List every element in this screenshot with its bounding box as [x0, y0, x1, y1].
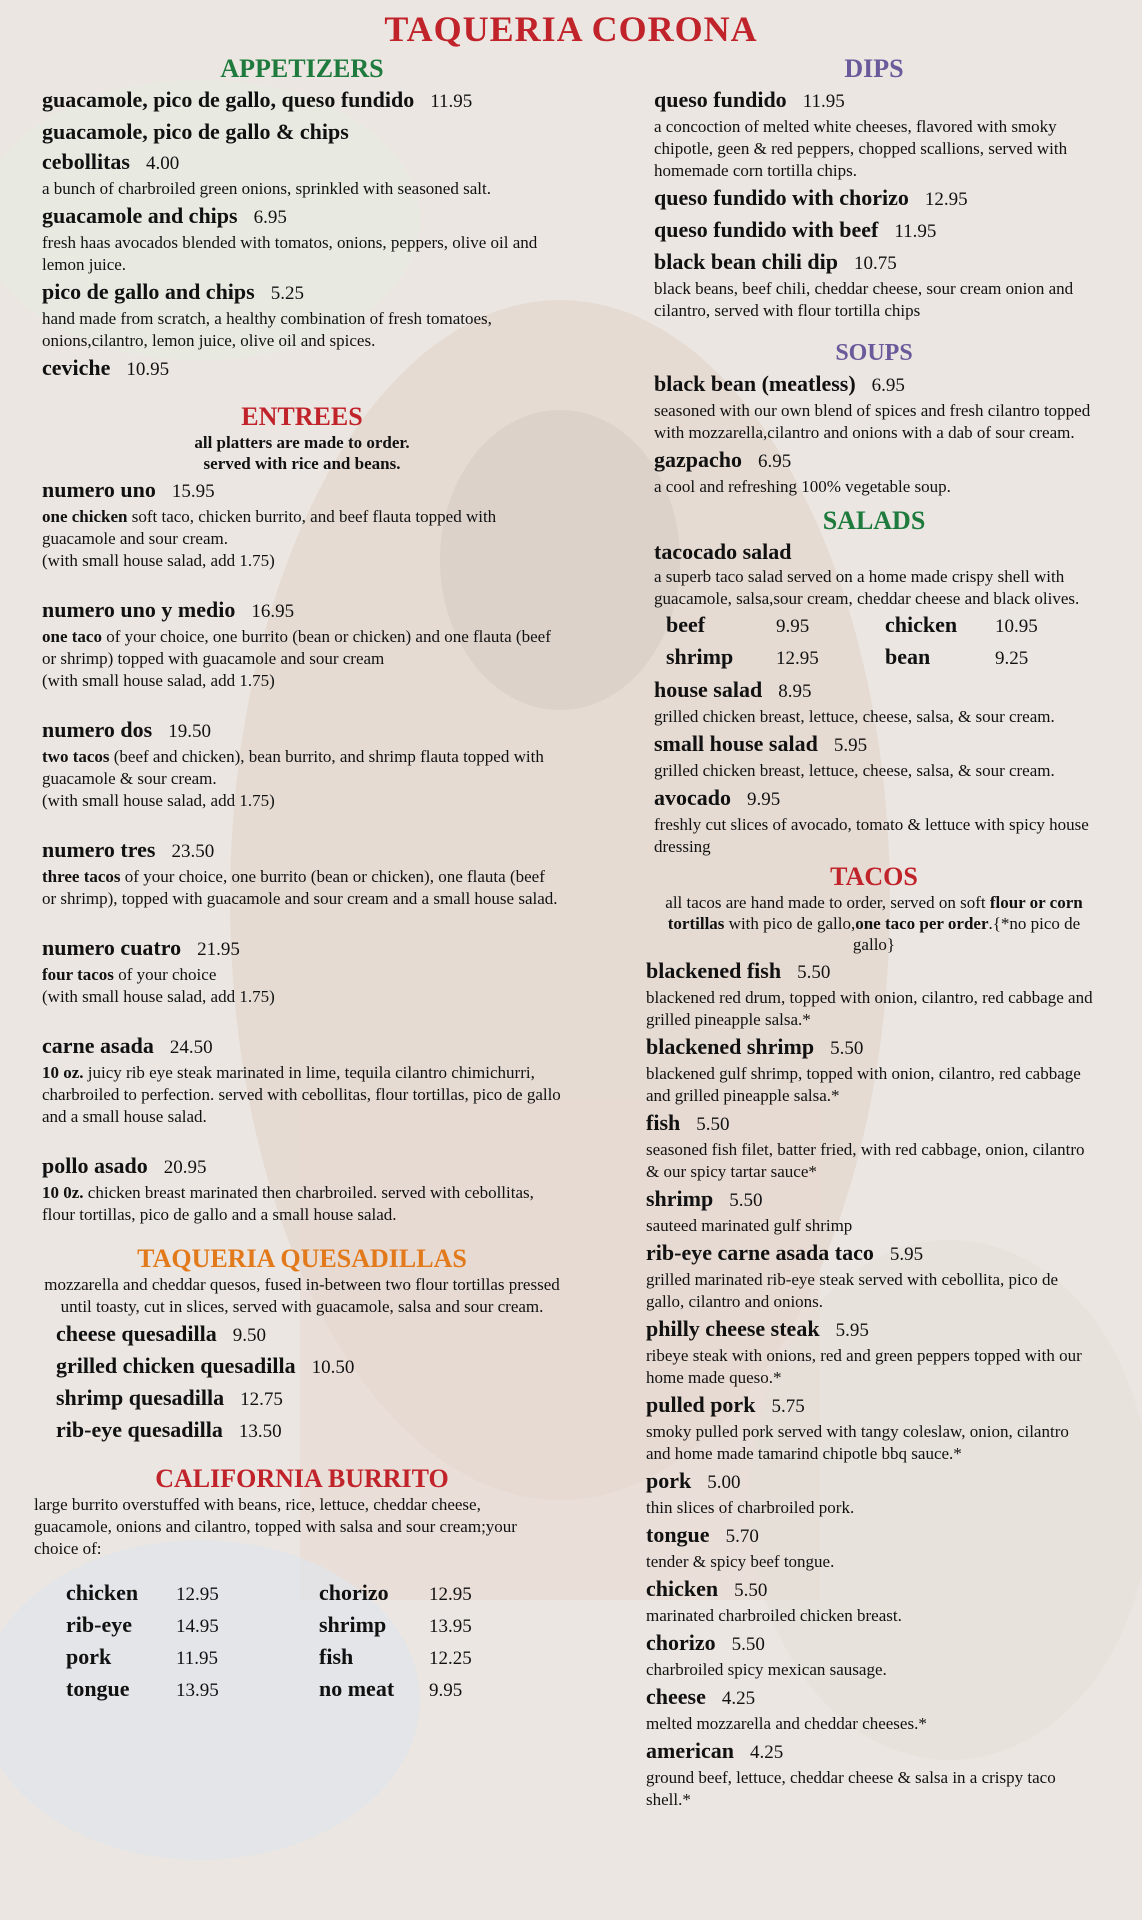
item-price: 5.95: [833, 735, 868, 756]
item-heading: [42, 148, 562, 178]
item-description: blackened red drum, topped with onion, cilantro, red cabbage and grilled pineapple salsa.*: [646, 988, 1093, 1029]
item-lead: three tacos: [42, 867, 121, 886]
menu-item: [42, 278, 562, 352]
item-description: a concoction of melted white cheeses, flavored with smoky chipotle, geen & red peppers, chopped scallions, served with homemade corn tortilla chips.: [654, 117, 1068, 180]
item-name: avocado: [654, 785, 731, 810]
entrees-heading: ENTREES: [241, 402, 363, 431]
menu-item: [646, 1391, 1094, 1465]
menu-item: [654, 86, 1094, 182]
item-name: shrimp quesadilla: [56, 1385, 225, 1410]
item-price: 12.95: [924, 189, 968, 210]
item-description: [42, 746, 562, 790]
option-name: chorizo: [319, 1580, 389, 1605]
menu-item: [42, 202, 562, 276]
item-description: [42, 626, 562, 670]
item-description: grilled chicken breast, lettuce, cheese, salsa, & sour cream.: [654, 761, 1055, 780]
item-heading: [646, 1629, 1094, 1659]
item-heading: [42, 836, 562, 866]
item-extra: (with small house salad, add 1.75): [42, 791, 275, 810]
item-heading: [646, 1737, 1094, 1767]
item-name: rib-eye carne asada taco: [646, 1240, 874, 1265]
menu-item: [654, 446, 1094, 498]
item-price: 4.00: [146, 153, 180, 174]
item-extra: (with small house salad, add 1.75): [42, 987, 275, 1006]
item-heading: [42, 202, 562, 232]
item-description: a cool and refreshing 100% vegetable soup.: [654, 477, 951, 496]
option-item: [319, 1578, 562, 1610]
item-name: pork: [646, 1468, 692, 1493]
item-description: seasoned fish filet, batter fried, with red cabbage, onion, cilantro & our spicy tartar sauce*: [646, 1140, 1085, 1181]
item-name: pico de gallo and chips: [42, 279, 255, 304]
item-description: [42, 866, 562, 910]
item-price: 10.95: [126, 359, 170, 380]
item-name: fish: [646, 1110, 681, 1135]
item-description: melted mozzarella and cheddar cheeses.*: [646, 1714, 927, 1733]
appetizers-heading: APPETIZERS: [220, 54, 384, 83]
item-price: 4.25: [721, 1688, 756, 1709]
menu-item: [646, 1239, 1094, 1313]
item-heading: [654, 86, 1094, 116]
option-name: bean: [885, 644, 931, 669]
menu-item: [646, 1467, 1094, 1519]
item-name: numero dos: [42, 717, 153, 742]
item-name: guacamole, pico de gallo, queso fundido: [42, 87, 415, 112]
item-name: american: [646, 1738, 734, 1763]
item-price: 12.75: [240, 1389, 283, 1410]
item-price: 16.95: [251, 601, 295, 622]
spacer: [42, 1008, 562, 1030]
item-name: gazpacho: [654, 447, 742, 472]
tacos-note: all tacos are hand made to order, served on soft flour or corn tortillas with pico de gallo,one taco per order.{*no pico de gallo}: [665, 893, 1083, 954]
item-price: 5.50: [729, 1190, 763, 1211]
item-description: [42, 1182, 562, 1226]
option-item: [66, 1578, 309, 1610]
item-name: black bean (meatless): [654, 371, 856, 396]
item-name: queso fundido: [654, 87, 787, 112]
item-description: [42, 506, 562, 550]
menu-item: [42, 148, 562, 200]
spacer: [42, 692, 562, 714]
item-description-text: soft taco, chicken burrito, and beef flauta topped with guacamole and sour cream.: [42, 507, 497, 548]
item-description-text: of your choice, one burrito (bean or chicken), one flauta (beef or shrimp), topped with guacamole and sour cream and a small house salad.: [42, 867, 558, 908]
item-name: guacamole and chips: [42, 203, 238, 228]
item-heading: [654, 216, 1094, 246]
item-heading: [654, 370, 1094, 400]
menu-item: [646, 957, 1094, 1031]
item-description: freshly cut slices of avocado, tomato & lettuce with spicy house dressing: [654, 815, 1089, 856]
item-name: chicken: [646, 1576, 719, 1601]
item-description: black beans, beef chili, cheddar cheese, sour cream onion and cilantro, served with flour tortilla chips: [654, 279, 1074, 320]
item-heading: [654, 784, 1094, 814]
item-name: cheese: [646, 1684, 706, 1709]
menu-item: [42, 476, 562, 572]
spacer: [42, 812, 562, 834]
option-name: rib-eye: [66, 1612, 132, 1637]
item-description: a bunch of charbroiled green onions, sprinkled with seasoned salt.: [42, 179, 491, 198]
item-heading: [42, 1032, 562, 1062]
item-heading: [42, 1152, 562, 1182]
item-name: numero tres: [42, 837, 156, 862]
quesadillas-heading: TAQUERIA QUESADILLAS: [137, 1244, 467, 1273]
spacer: [42, 910, 562, 932]
menu-item: [654, 184, 1094, 214]
item-price: 5.50: [797, 962, 831, 983]
item-heading: [646, 1391, 1094, 1421]
menu-item: [646, 1629, 1094, 1681]
option-item: [885, 610, 1094, 642]
item-price: 5.50: [830, 1038, 864, 1059]
item-price: 9.50: [232, 1325, 266, 1346]
item-name: small house salad: [654, 731, 818, 756]
appetizers-list: [42, 86, 562, 384]
item-name: tongue: [646, 1522, 710, 1547]
option-name: chicken: [885, 612, 958, 637]
item-name: numero uno: [42, 477, 156, 502]
item-heading: [56, 1352, 562, 1382]
item-name: grilled chicken quesadilla: [56, 1353, 296, 1378]
option-name: beef: [666, 612, 706, 637]
entrees-note: served with rice and beans.: [203, 454, 401, 473]
option-item: [66, 1642, 309, 1674]
item-description: fresh haas avocados blended with tomatos, onions, peppers, olive oil and lemon juice.: [42, 233, 538, 274]
item-description: [42, 964, 562, 986]
menu-item: [646, 1109, 1094, 1183]
spacer: [42, 1128, 562, 1150]
item-price: 6.95: [871, 375, 905, 396]
menu-item: [42, 596, 562, 692]
item-description: grilled marinated rib-eye steak served with cebollita, pico de gallo, cilantro and onions.: [646, 1270, 1059, 1311]
soups-heading: SOUPS: [835, 340, 913, 366]
item-heading: [646, 1109, 1094, 1139]
item-heading: [42, 476, 562, 506]
item-extra: (with small house salad, add 1.75): [42, 671, 275, 690]
option-name: no meat: [319, 1676, 395, 1701]
menu-item: [42, 836, 562, 910]
item-heading: [654, 446, 1094, 476]
item-heading: [646, 1315, 1094, 1345]
item-price: 10.75: [854, 253, 897, 274]
item-price: 4.25: [749, 1742, 784, 1763]
option-price: 9.95: [429, 1680, 463, 1701]
left-column: [34, 54, 562, 1706]
item-description-text: chicken breast marinated then charbroiled. served with cebollitas, flour tortillas, pico de gallo and a small house salad.: [42, 1183, 534, 1224]
item-price: 24.50: [169, 1037, 213, 1058]
item-lead: four tacos: [42, 965, 114, 984]
item-description: tender & spicy beef tongue.: [646, 1552, 835, 1571]
item-name: shrimp: [646, 1186, 714, 1211]
item-heading: [56, 1384, 562, 1414]
menu-item: [654, 676, 1094, 728]
option-price: 13.95: [176, 1680, 219, 1701]
item-lead: two tacos: [42, 747, 110, 766]
item-price: 6.95: [758, 451, 792, 472]
item-name: rib-eye quesadilla: [56, 1417, 223, 1442]
item-lead: one taco: [42, 627, 102, 646]
item-description: thin slices of charbroiled pork.: [646, 1498, 855, 1517]
item-name: blackened shrimp: [646, 1034, 815, 1059]
item-price: 5.50: [734, 1580, 768, 1601]
item-heading: [42, 716, 562, 746]
item-name: tacocado salad: [654, 539, 792, 564]
item-description: grilled chicken breast, lettuce, cheese, salsa, & sour cream.: [654, 707, 1055, 726]
item-description: ribeye steak with onions, red and green peppers topped with our home made queso.*: [646, 1346, 1082, 1387]
item-name: queso fundido with beef: [654, 217, 879, 242]
option-price: 14.95: [176, 1616, 219, 1637]
item-description: blackened gulf shrimp, topped with onion, cilantro, red cabbage and grilled pineapple salsa.*: [646, 1064, 1081, 1105]
option-name: chicken: [66, 1580, 139, 1605]
option-price: 10.95: [995, 616, 1038, 637]
item-description: a superb taco salad served on a home made crispy shell with guacamole, salsa,sour cream, cheddar cheese and black olives.: [654, 567, 1080, 608]
item-name: ceviche: [42, 355, 111, 380]
option-name: fish: [319, 1644, 354, 1669]
menu-item: [654, 538, 1094, 610]
item-price: 5.50: [696, 1114, 730, 1135]
menu-item: [42, 716, 562, 812]
option-item: [666, 610, 875, 642]
menu-item: [654, 216, 1094, 246]
item-name: pulled pork: [646, 1392, 756, 1417]
option-price: 11.95: [176, 1648, 219, 1669]
burrito-description: large burrito overstuffed with beans, rice, lettuce, cheddar cheese, guacamole, onions and cilantro, topped with salsa and sour cream;your choice of:: [34, 1495, 517, 1558]
item-heading: [646, 957, 1094, 987]
item-heading: [646, 1033, 1094, 1063]
menu-item: [646, 1033, 1094, 1107]
item-price: 5.00: [707, 1472, 741, 1493]
item-name: chorizo: [646, 1630, 716, 1655]
item-name: black bean chili dip: [654, 249, 839, 274]
item-description-text: of your choice: [113, 965, 217, 984]
item-price: 9.95: [747, 789, 781, 810]
item-description: ground beef, lettuce, cheddar cheese & salsa in a crispy taco shell.*: [646, 1768, 1056, 1809]
menu-item: [654, 248, 1094, 322]
menu-item: [42, 1152, 562, 1226]
item-name: numero cuatro: [42, 935, 182, 960]
restaurant-title: TAQUERIA CORONA: [384, 9, 758, 49]
menu-item: [42, 86, 562, 116]
spacer: [42, 572, 562, 594]
option-price: 12.95: [776, 648, 819, 669]
tacocado-options: [654, 610, 1094, 674]
item-lead: 10 oz.: [42, 1063, 84, 1082]
item-name: cebollitas: [42, 149, 130, 174]
item-description: smoky pulled pork served with tangy coleslaw, onion, cilantro and home made tamarind chipotle bbq sauce.*: [646, 1422, 1069, 1463]
item-description-text: (beef and chicken), bean burrito, and shrimp flauta topped with guacamole & sour cream.: [42, 747, 544, 788]
item-heading: [56, 1320, 562, 1350]
item-price: 21.95: [197, 939, 240, 960]
option-item: [885, 642, 1094, 674]
item-description: [42, 1062, 562, 1128]
item-heading: [646, 1683, 1094, 1713]
burrito-options: [42, 1578, 562, 1706]
option-item: [319, 1642, 562, 1674]
tacos-heading: TACOS: [830, 862, 918, 891]
item-description: charbroiled spicy mexican sausage.: [646, 1660, 887, 1679]
item-name: house salad: [654, 677, 763, 702]
option-name: tongue: [66, 1676, 130, 1701]
menu-item: [646, 1315, 1094, 1389]
option-item: [666, 642, 875, 674]
item-price: 20.95: [163, 1157, 207, 1178]
item-name: philly cheese steak: [646, 1316, 820, 1341]
option-name: pork: [66, 1644, 112, 1669]
item-heading: [654, 248, 1094, 278]
item-heading: [646, 1467, 1094, 1497]
entrees-note: all platters are made to order.: [194, 433, 410, 452]
item-price: 11.95: [802, 91, 845, 112]
item-price: 13.50: [238, 1421, 282, 1442]
option-item: [66, 1674, 309, 1706]
item-heading: [646, 1575, 1094, 1605]
item-heading: [646, 1185, 1094, 1215]
option-price: 12.95: [429, 1584, 472, 1605]
item-heading: [42, 596, 562, 626]
menu-item: [56, 1320, 562, 1350]
quesadillas-list: [42, 1320, 562, 1446]
menu-item: [646, 1737, 1094, 1811]
menu-item: [646, 1185, 1094, 1237]
item-price: 6.95: [253, 207, 287, 228]
option-price: 12.95: [176, 1584, 219, 1605]
item-heading: [654, 184, 1094, 214]
menu-item: [654, 784, 1094, 858]
item-price: 15.95: [171, 481, 215, 502]
menu-item: [56, 1384, 562, 1414]
item-description-text: juicy rib eye steak marinated in lime, tequila cilantro chimichurri, charbroiled to perfection. served with cebollitas, flour tortillas, pico de gallo and a small house salad.: [42, 1063, 561, 1126]
item-price: 5.50: [731, 1634, 765, 1655]
option-item: [319, 1610, 562, 1642]
menu-item: [56, 1416, 562, 1446]
item-price: 11.95: [430, 91, 473, 112]
item-name: numero uno y medio: [42, 597, 236, 622]
option-item: [319, 1674, 562, 1706]
item-name: blackened fish: [646, 958, 782, 983]
item-lead: 10 0z.: [42, 1183, 84, 1202]
item-heading: [646, 1521, 1094, 1551]
item-name: queso fundido with chorizo: [654, 185, 909, 210]
item-description: seasoned with our own blend of spices and fresh cilantro topped with mozzarella,cilantro and onions with a dab of sour cream.: [654, 401, 1091, 442]
menu-item: [42, 354, 562, 384]
item-price: 23.50: [171, 841, 215, 862]
item-name: guacamole, pico de gallo & chips: [42, 119, 349, 144]
menu-item: [42, 934, 562, 1008]
option-price: 13.95: [429, 1616, 472, 1637]
item-heading: [42, 86, 562, 116]
item-heading: [654, 676, 1094, 706]
item-price: 8.95: [778, 681, 812, 702]
option-name: shrimp: [666, 644, 734, 669]
item-price: 5.95: [889, 1244, 924, 1265]
item-heading: [42, 278, 562, 308]
option-price: 9.95: [776, 616, 810, 637]
salads-list: [654, 676, 1094, 858]
item-heading: [42, 934, 562, 964]
option-price: 12.25: [429, 1648, 472, 1669]
item-description: sauteed marinated gulf shrimp: [646, 1216, 853, 1235]
item-heading: [654, 730, 1094, 760]
dips-heading: DIPS: [844, 54, 904, 83]
item-price: 19.50: [168, 721, 211, 742]
item-extra: (with small house salad, add 1.75): [42, 551, 275, 570]
menu-item: [42, 1032, 562, 1128]
item-price: 5.75: [771, 1396, 805, 1417]
item-name: pollo asado: [42, 1153, 148, 1178]
entrees-list: [42, 476, 562, 1226]
menu-item: [56, 1352, 562, 1382]
item-price: 5.70: [725, 1526, 759, 1547]
soups-list: [654, 370, 1094, 498]
item-price: 10.50: [311, 1357, 355, 1378]
item-description-text: of your choice, one burrito (bean or chicken) and one flauta (beef or shrimp) topped with guacamole and sour cream: [42, 627, 551, 668]
item-lead: one chicken: [42, 507, 128, 526]
item-price: 11.95: [894, 221, 937, 242]
menu-item: [646, 1575, 1094, 1627]
salads-heading: SALADS: [822, 506, 926, 535]
item-description: hand made from scratch, a healthy combination of fresh tomatoes, onions,cilantro, lemon juice, olive oil and spices.: [42, 309, 492, 350]
item-heading: [42, 118, 562, 146]
option-item: [66, 1610, 309, 1642]
menu-item: [646, 1683, 1094, 1735]
dips-list: [654, 86, 1094, 322]
menu-item: [42, 118, 562, 146]
item-price: 5.95: [835, 1320, 869, 1341]
menu-item: [654, 730, 1094, 782]
menu-item: [646, 1521, 1094, 1573]
option-name: shrimp: [319, 1612, 387, 1637]
item-name: carne asada: [42, 1033, 154, 1058]
item-description: marinated charbroiled chicken breast.: [646, 1606, 902, 1625]
item-heading: [56, 1416, 562, 1446]
item-name: cheese quesadilla: [56, 1321, 217, 1346]
item-heading: [42, 354, 562, 384]
quesadillas-description: mozzarella and cheddar quesos, fused in-between two flour tortillas pressed until toasty, cut in slices, served with guacamole, salsa and sour cream.: [44, 1275, 560, 1316]
option-price: 9.25: [995, 648, 1029, 669]
right-column: [646, 54, 1094, 1811]
menu-item: [654, 370, 1094, 444]
burrito-heading: CALIFORNIA BURRITO: [155, 1464, 449, 1493]
item-price: 5.25: [270, 283, 304, 304]
tacos-list: [646, 957, 1094, 1811]
item-heading: [646, 1239, 1094, 1269]
